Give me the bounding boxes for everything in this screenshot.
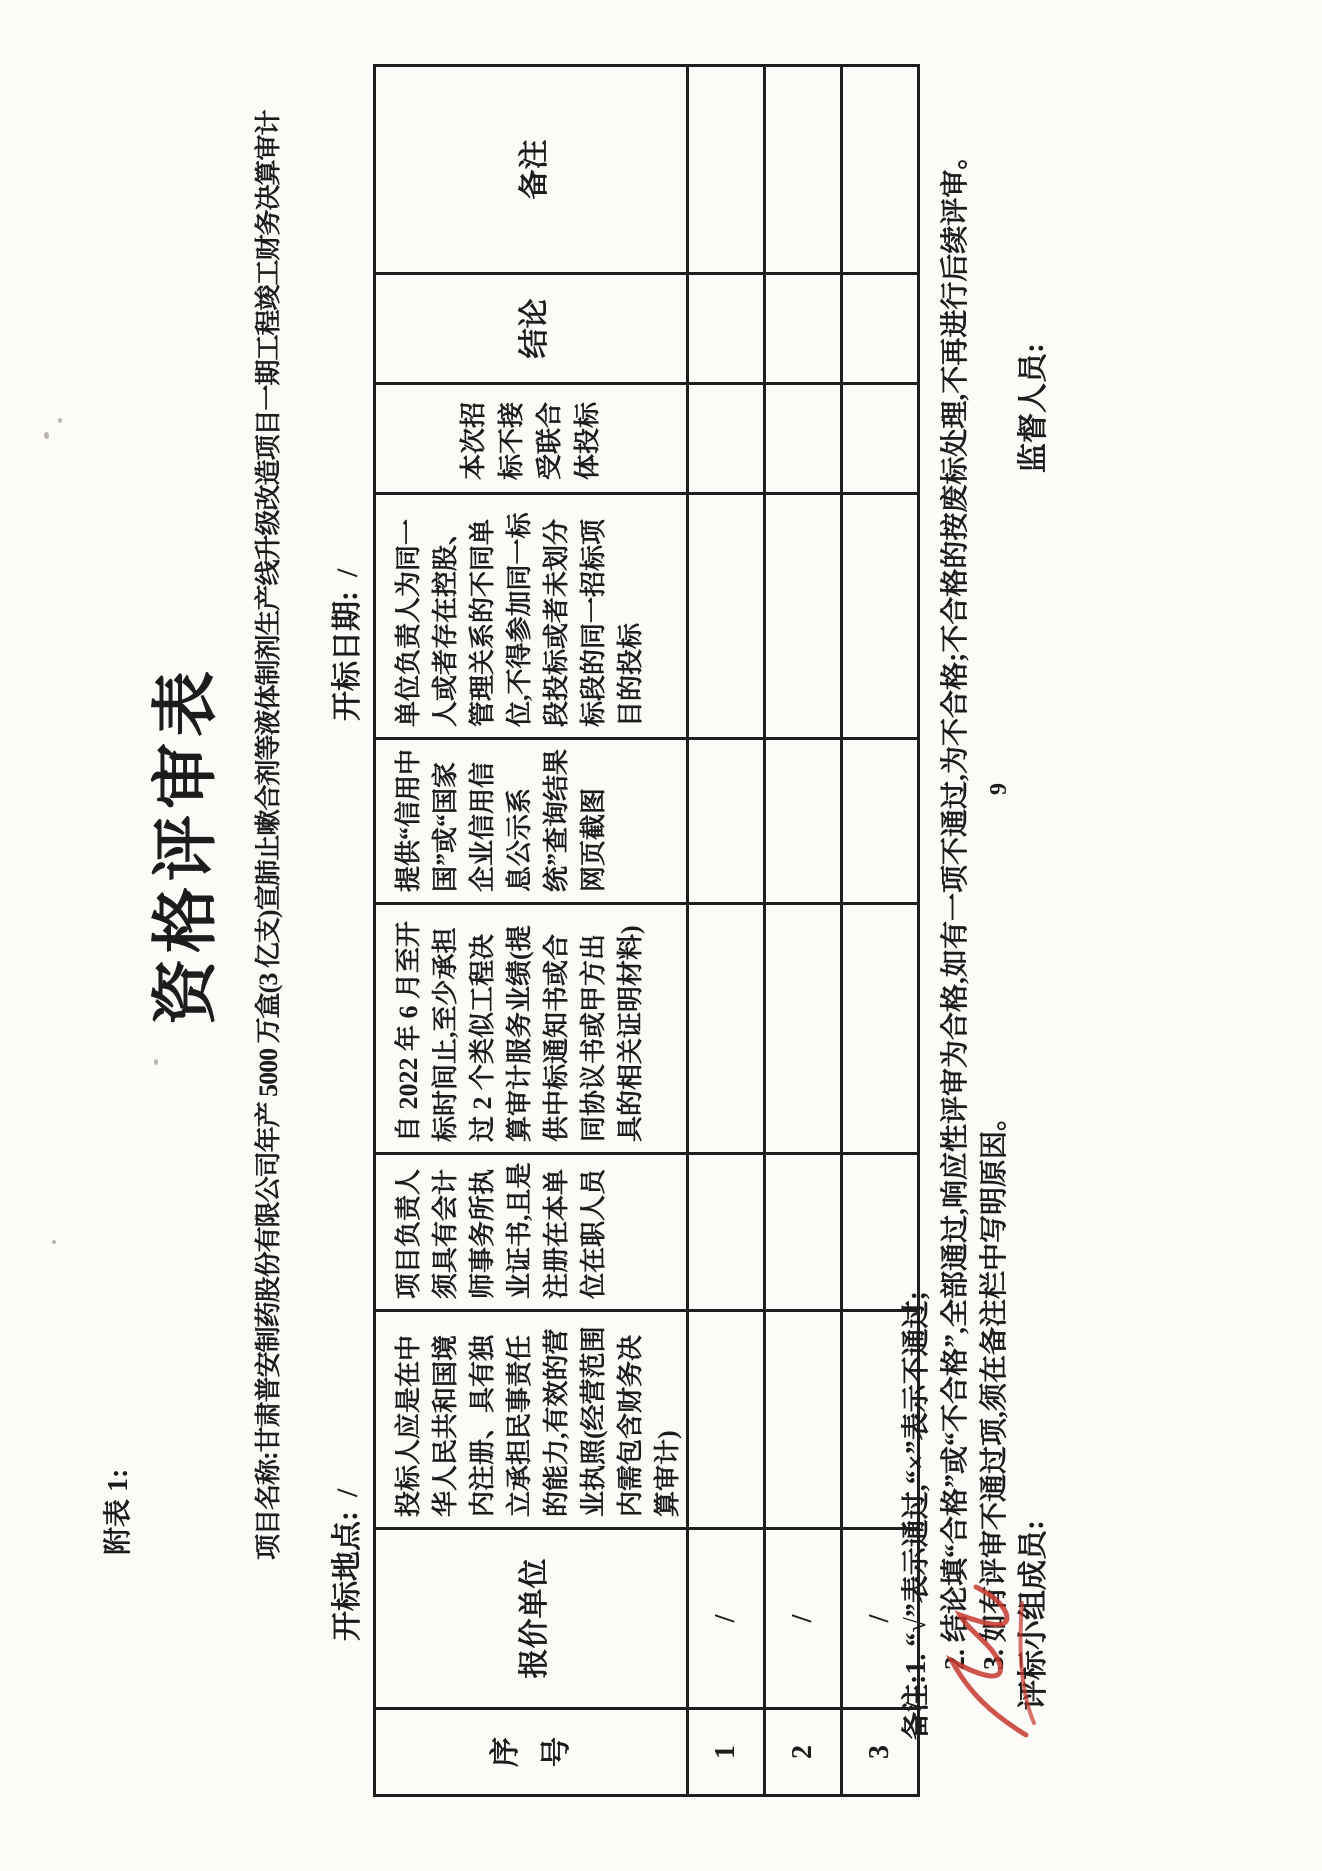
scan-speckle	[154, 1059, 158, 1065]
project-name-label: 项目名称:	[254, 1452, 283, 1560]
row1-empty-cell	[688, 904, 765, 1154]
row1-bidder: /	[688, 1529, 765, 1709]
col-header-criterion-same-person: 单位负责人为同一人或者存在控股、管理关系的不同单位,不得参加同一标段投标或者未划分标段的同一招标项目的投标	[375, 494, 688, 739]
table-header-row	[375, 66, 688, 1796]
row2-empty-cell	[765, 1311, 842, 1529]
row2-bidder: /	[765, 1529, 842, 1709]
col-header-criterion-registration: 投标人应是在中华人民共和国境内注册、具有独立承担民事责任的能力,有效的营业执照(经营范围内需包含财务决算审计)	[375, 1311, 688, 1529]
scan-speckle	[52, 1240, 56, 1244]
row1-seq: 1	[688, 1709, 765, 1796]
bid-date-value: /	[331, 568, 364, 577]
qualification-review-table	[373, 64, 920, 1797]
row3-empty-cell	[842, 904, 919, 1154]
page-title: 资格评审表	[150, 665, 223, 1025]
row1-empty-cell	[688, 1154, 765, 1311]
row3-empty-cell	[842, 384, 919, 494]
col-header-criterion-experience: 自 2022 年 6 月至开标时间止,至少承担过 2 个类似工程决算审计服务业绩(提供中标通知书或合同协议书或甲方出具的相关证明材料)	[375, 904, 688, 1154]
row1-conclusion-cell	[688, 274, 765, 384]
project-name-line	[248, 111, 285, 1561]
row2-empty-cell	[765, 904, 842, 1154]
row3-empty-cell	[842, 1154, 919, 1311]
row3-empty-cell	[842, 739, 919, 904]
evaluation-panel-signature-label: 评标小组成员:	[1017, 1520, 1050, 1710]
scan-speckle	[44, 432, 49, 439]
note-line-3: 3. 如有评审不通过项,须在备注栏中写明原因。	[979, 1102, 1010, 1670]
note-line-2: 2. 结论填“合格”或“不合格”,全部通过,响应性评审为合格,如有一项不通过,为不合格;不合格的按废标处理,不再进行后续评审。	[940, 141, 971, 1670]
bid-location-label: 开标地点:	[331, 1511, 364, 1641]
annex-label: 附表 1:	[103, 1468, 134, 1555]
red-handwriting-mark	[930, 1578, 1048, 1753]
page-number: 9	[986, 783, 1012, 795]
col-header-no-consortium: 本次招标不接受联合体投标	[375, 384, 688, 494]
supervisor-signature-label: 监督人员:	[1017, 343, 1050, 473]
bid-location-value: /	[331, 1488, 364, 1497]
col-header-criterion-credit-check: 提供“信用中国”或“国家企业信用信息公示系统”查询结果网页截图	[375, 739, 688, 904]
row3-conclusion-cell	[842, 274, 919, 384]
col-header-seq: 序号	[375, 1709, 688, 1796]
row3-seq: 3	[842, 1709, 919, 1796]
row3-empty-cell	[842, 494, 919, 739]
row2-empty-cell	[765, 494, 842, 739]
table-row-2	[765, 66, 842, 1796]
project-name-value: 甘肃普安制药股份有限公司年产 5000 万盒(3 亿支)宣肺止嗽合剂等液体制剂生产线升级改造项目一期工程竣工财务决算审计	[254, 110, 283, 1453]
scan-speckle	[58, 418, 62, 423]
bid-date-line	[322, 569, 366, 721]
col-header-remark: 备注	[375, 66, 688, 274]
row3-remark-cell	[842, 66, 919, 274]
row2-empty-cell	[765, 1154, 842, 1311]
bid-date-label: 开标日期:	[331, 591, 364, 721]
col-header-criterion-project-leader: 项目负责人须具有会计师事务所执业证书,且是注册在本单位在职人员	[375, 1154, 688, 1311]
row1-empty-cell	[688, 1311, 765, 1529]
row3-bidder: /	[842, 1529, 919, 1709]
col-header-conclusion: 结论	[375, 274, 688, 384]
row1-empty-cell	[688, 739, 765, 904]
row1-empty-cell	[688, 494, 765, 739]
row1-empty-cell	[688, 384, 765, 494]
row2-empty-cell	[765, 384, 842, 494]
row1-remark-cell	[688, 66, 765, 274]
row2-empty-cell	[765, 739, 842, 904]
table-row-1	[688, 66, 765, 1796]
col-header-bidder: 报价单位	[375, 1529, 688, 1709]
row2-seq: 2	[765, 1709, 842, 1796]
bid-location-line	[322, 1489, 366, 1641]
row2-remark-cell	[765, 66, 842, 274]
note-line-1: 备注:1. “√”表示通过,“×”表示不通过;	[901, 1291, 932, 1740]
row2-conclusion-cell	[765, 274, 842, 384]
